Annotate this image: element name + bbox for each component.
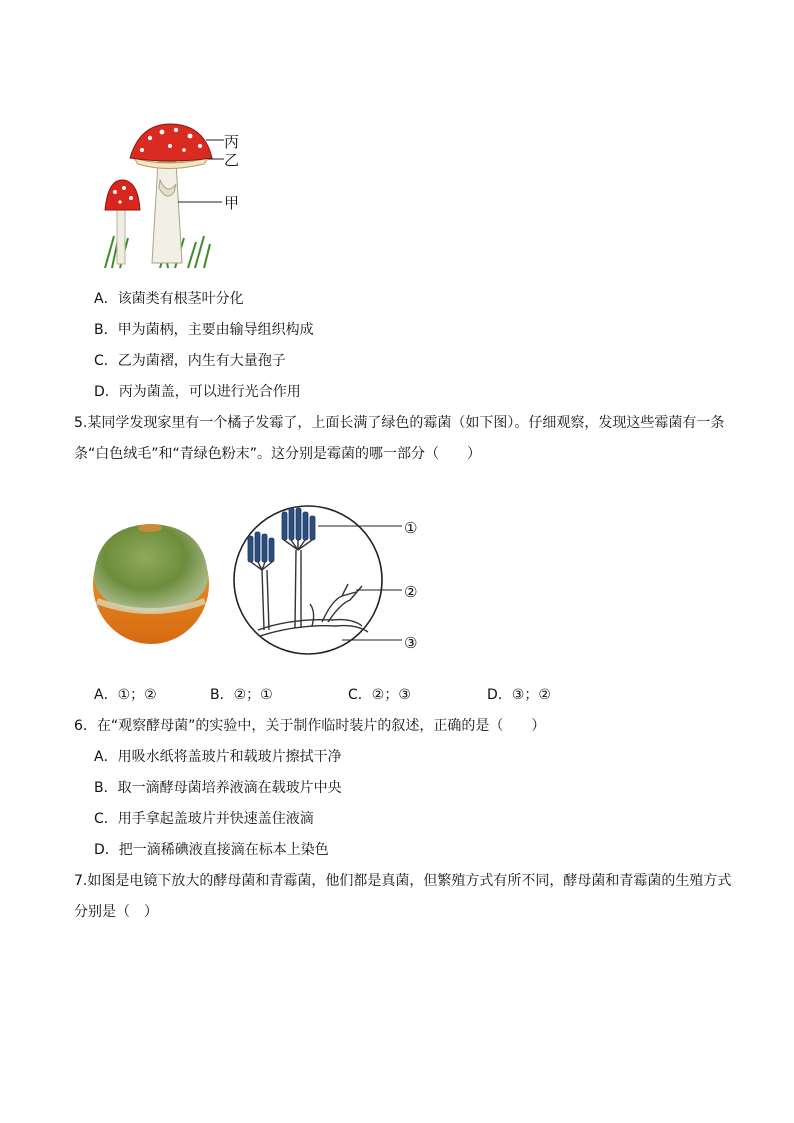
label-circle-3: ③ [404,634,418,652]
label-yi: 乙 [224,151,240,169]
q5-stem-line2: 条“白色绒毛”和“青绿色粉末”。这分别是霉菌的哪一部分（ ） [74,446,482,462]
q6-option-a: A．用吸水纸将盖玻片和载玻片擦拭干净 [94,749,342,765]
q6-option-c: C．用手拿起盖玻片并快速盖住液滴 [94,811,314,827]
q6-option-d: D．把一滴稀碘液直接滴在标本上染色 [94,842,329,858]
label-circle-2: ② [404,583,418,601]
q6-option-b: B．取一滴酵母菌培养液滴在载玻片中央 [94,780,342,796]
label-circle-1: ① [404,519,418,537]
label-bing: 丙 [224,133,240,151]
q5-option-b: B．②；① [210,687,273,703]
q7-stem-line1: 7.如图是电镜下放大的酵母菌和青霉菌，他们都是真菌，但繁殖方式有所不同，酵母菌和青霉菌的生殖方式 [74,873,732,889]
q5-stem-line1: 5.某同学发现家里有一个橘子发霉了，上面长满了绿色的霉菌（如下图）。仔细观察，发现这些霉菌有一条 [74,415,725,431]
q5-option-a: A．①；② [94,687,157,703]
q5-option-c: C．②；③ [348,687,411,703]
moldy-orange-photo [90,520,212,648]
mold-microscope-diagram [232,500,432,660]
q4-option-c: C．乙为菌褶，内生有大量孢子 [94,353,286,369]
label-jia: 甲 [224,194,240,212]
mold-structure-svg [232,500,432,660]
q5-option-d: D．③；② [487,687,551,703]
q6-stem: 6．在“观察酵母菌”的实验中，关于制作临时装片的叙述，正确的是（ ） [74,718,546,734]
q4-option-a: A．该菌类有根茎叶分化 [94,291,244,307]
q4-option-d: D．丙为菌盖，可以进行光合作用 [94,384,301,400]
moldy-orange-image [90,520,212,648]
q4-option-b: B．甲为菌柄，主要由输导组织构成 [94,322,314,338]
q7-stem-line2: 分别是（ ） [74,904,158,920]
